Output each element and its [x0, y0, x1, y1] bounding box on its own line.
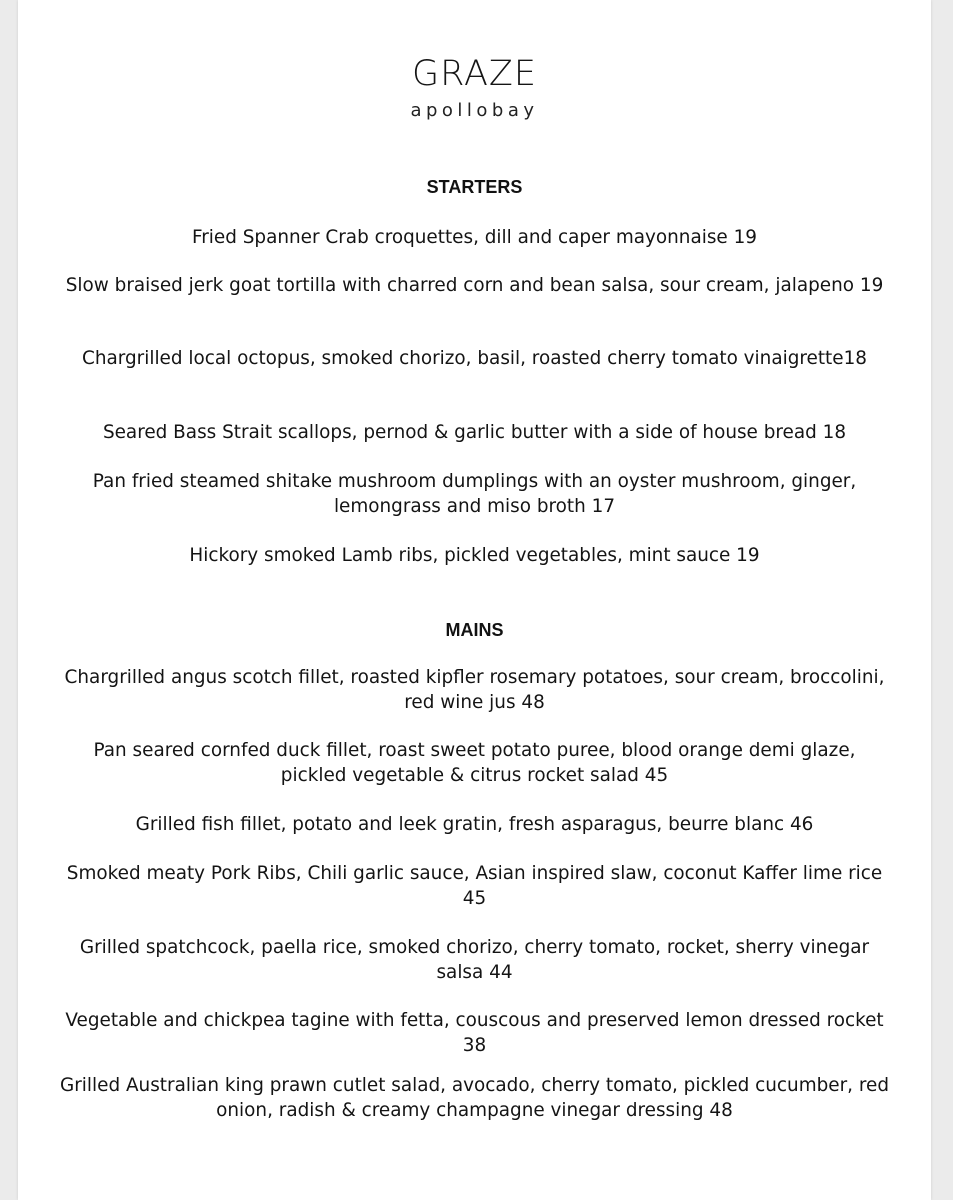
restaurant-location: apollobay — [410, 100, 539, 121]
starters-heading: STARTERS — [426, 177, 523, 197]
starter-item: Hickory smoked Lamb ribs, pickled vegetables, mint sauce 19 — [189, 545, 760, 566]
starter-item: Chargrilled local octopus, smoked chorizo, basil, roasted cherry tomato vinaigrette18 — [81, 348, 867, 369]
starter-item: Slow braised jerk goat tortilla with charred corn and bean salsa, sour cream, jalapeno 19 — [65, 275, 884, 296]
main-item: Chargrilled angus scotch fillet, roasted kipfler rosemary potatoes, sour cream, broccolini, red wine jus 48 — [64, 667, 885, 713]
menu-page — [18, 0, 931, 1200]
starter-item: Seared Bass Strait scallops, pernod & garlic butter with a side of house bread 18 — [102, 422, 847, 443]
main-item: Grilled fish fillet, potato and leek gratin, fresh asparagus, beurre blanc 46 — [135, 814, 814, 835]
main-item: Grilled Australian king prawn cutlet salad, avocado, cherry tomato, pickled cucumber, red onion, radish & creamy champagne vinegar dressing 48 — [60, 1075, 889, 1121]
main-item: Pan seared cornfed duck fillet, roast sweet potato puree, blood orange demi glaze, pickled vegetable & citrus rocket salad 45 — [93, 740, 856, 786]
mains-heading: MAINS — [445, 620, 504, 640]
main-item: Smoked meaty Pork Ribs, Chili garlic sauce, Asian inspired slaw, coconut Kaffer lime rice 45 — [66, 863, 883, 909]
main-item: Vegetable and chickpea tagine with fetta, couscous and preserved lemon dressed rocket 38 — [65, 1010, 884, 1056]
main-item: Grilled spatchcock, paella rice, smoked chorizo, cherry tomato, rocket, sherry vinegar salsa 44 — [79, 937, 870, 983]
starter-item: Fried Spanner Crab croquettes, dill and caper mayonnaise 19 — [192, 227, 757, 248]
starter-item: Pan fried steamed shitake mushroom dumplings with an oyster mushroom, ginger, lemongrass and miso broth 17 — [92, 471, 857, 517]
restaurant-name: GRAZE — [411, 54, 538, 94]
